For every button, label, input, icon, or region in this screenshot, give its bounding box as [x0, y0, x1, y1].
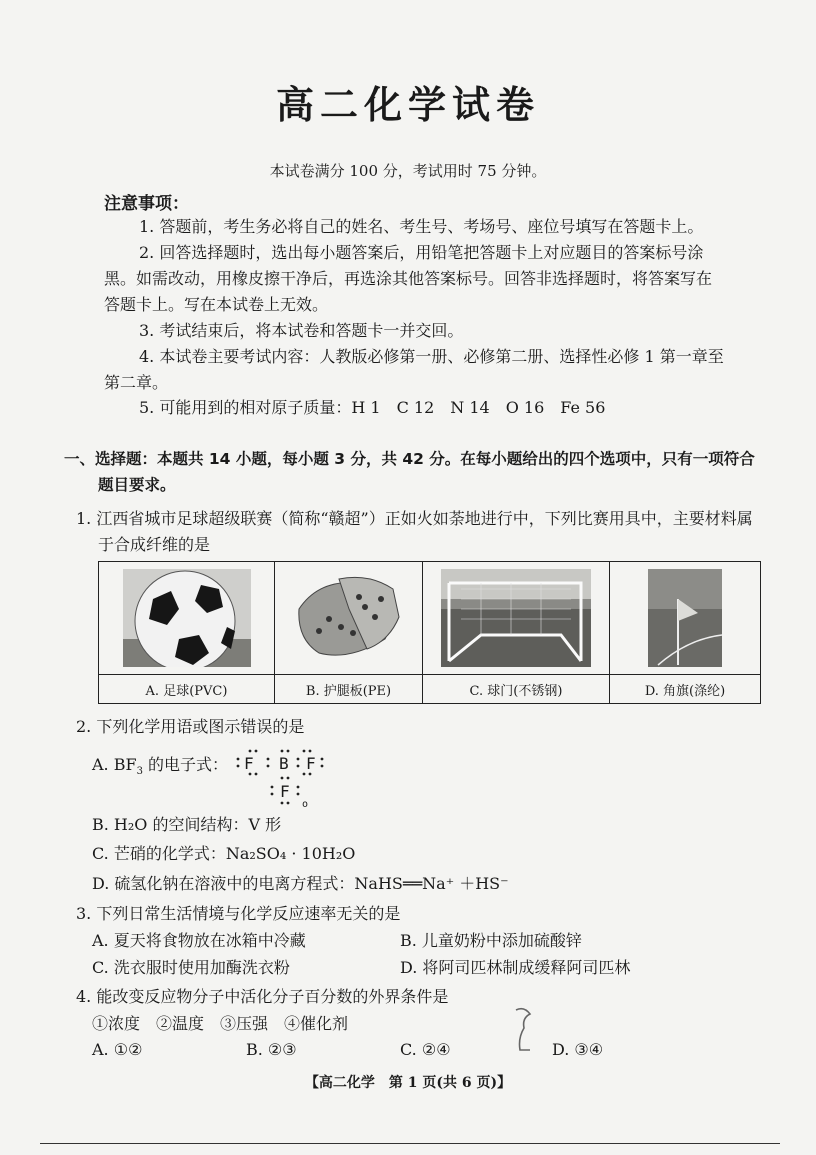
q4-conditions: ①浓度 ②温度 ③压强 ④催化剂	[92, 1014, 349, 1033]
q2-option-b: B. H₂O 的空间结构：V 形	[92, 815, 282, 834]
q2-option-c: C. 芒硝的化学式：Na₂SO₄ · 10H₂O	[92, 844, 356, 863]
pencil-mark	[510, 1004, 538, 1054]
notice-heading: 注意事项：	[104, 194, 189, 214]
corner-flag-image	[648, 569, 722, 667]
q1-image-cell-c	[423, 562, 610, 675]
section-heading-line2: 题目要求。	[98, 476, 176, 494]
q2-option-a-suffix: 的电子式：	[142, 755, 229, 774]
bf3-lewis-structure	[232, 745, 342, 815]
q4-option-b: B. ②③	[246, 1040, 297, 1059]
q4-stem: 4. 能改变反应物分子中活化分子百分数的外界条件是	[76, 987, 449, 1006]
notice-item-2-line2: 黑。如需改动，用橡皮擦干净后，再选涂其他答案标号。回答非选择题时，将答案写在	[104, 269, 713, 288]
q2-option-d-equals: ══	[402, 874, 423, 893]
q1-stem-line2: 于合成纤维的是	[98, 535, 211, 554]
notice-item-5: 5. 可能用到的相对原子质量：H 1 C 12 N 14 O 16 Fe 56	[139, 398, 606, 417]
q1-option-b: B. 护腿板(PE)	[275, 675, 423, 704]
lewis-f-bottom: F	[280, 782, 290, 801]
q3-option-a: A. 夏天将食物放在冰箱中冷藏	[92, 931, 306, 950]
q2-option-a-sub: 3	[136, 766, 143, 778]
lewis-b-center: B	[279, 754, 289, 773]
soccer-ball-image	[123, 569, 251, 667]
lewis-f-left: F	[244, 754, 254, 773]
q2-stem: 2. 下列化学用语或图示错误的是	[76, 717, 305, 736]
section-heading-line1: 一、选择题：本题共 14 小题，每小题 3 分，共 42 分。在每小题给出的四个选项中，只有一项符合	[64, 450, 755, 468]
q2-option-a	[92, 752, 228, 785]
notice-item-3: 3. 考试结束后，将本试卷和答题卡一并交回。	[139, 321, 464, 340]
q4-option-c: C. ②④	[400, 1040, 451, 1059]
q3-option-c: C. 洗衣服时使用加酶洗衣粉	[92, 958, 290, 977]
notice-item-1: 1. 答题前，考生务必将自己的姓名、考生号、考场号、座位号填写在答题卡上。	[139, 217, 704, 236]
goal-image	[441, 569, 591, 667]
q1-stem-line1: 1. 江西省城市足球超级联赛（简称“赣超”）正如火如荼地进行中，下列比赛用具中，主要材料属	[76, 509, 753, 528]
q4-option-a: A. ①②	[92, 1040, 143, 1059]
q1-image-cell-b	[275, 562, 423, 675]
q3-stem: 3. 下列日常生活情境与化学反应速率无关的是	[76, 904, 401, 923]
lewis-f-right: F	[306, 754, 316, 773]
q1-option-a: A. 足球(PVC)	[99, 675, 275, 704]
bottom-rule	[40, 1143, 780, 1144]
q1-option-c: C. 球门(不锈钢)	[423, 675, 610, 704]
q1-image-cell-d	[610, 562, 761, 675]
notice-item-4-line1: 4. 本试卷主要考试内容：人教版必修第一册、必修第二册、选择性必修 1 第一章至	[139, 347, 724, 366]
q2-option-d-prefix: D. 硫氢化钠在溶液中的电离方程式：NaHS	[92, 874, 403, 893]
q2-option-d-suffix: Na⁺ ＋HS⁻	[422, 874, 509, 893]
shin-guard-image	[289, 569, 409, 667]
page-footer: 【高二化学 第 1 页(共 6 页)】	[304, 1075, 512, 1091]
q2-option-a-prefix: A. BF	[92, 755, 137, 774]
notice-item-2-line1: 2. 回答选择题时，选出每小题答案后，用铅笔把答题卡上对应题目的答案标号涂	[139, 243, 704, 262]
q3-option-b: B. 儿童奶粉中添加硫酸锌	[400, 931, 582, 950]
q1-image-cell-a	[99, 562, 275, 675]
exam-info: 本试卷满分 100 分，考试用时 75 分钟。	[269, 162, 547, 180]
notice-item-2-line3: 答题卡上。写在本试卷上无效。	[104, 295, 329, 314]
q1-options-table	[98, 561, 761, 704]
q2-option-d	[92, 871, 509, 897]
exam-title: 高二化学试卷	[275, 83, 540, 127]
q1-option-d: D. 角旗(涤纶)	[610, 675, 761, 704]
lewis-tail-mark: o	[302, 799, 309, 810]
q4-option-d: D. ③④	[552, 1040, 604, 1059]
notice-item-4-line2: 第二章。	[104, 373, 169, 392]
q3-option-d: D. 将阿司匹林制成缓释阿司匹林	[400, 958, 631, 977]
